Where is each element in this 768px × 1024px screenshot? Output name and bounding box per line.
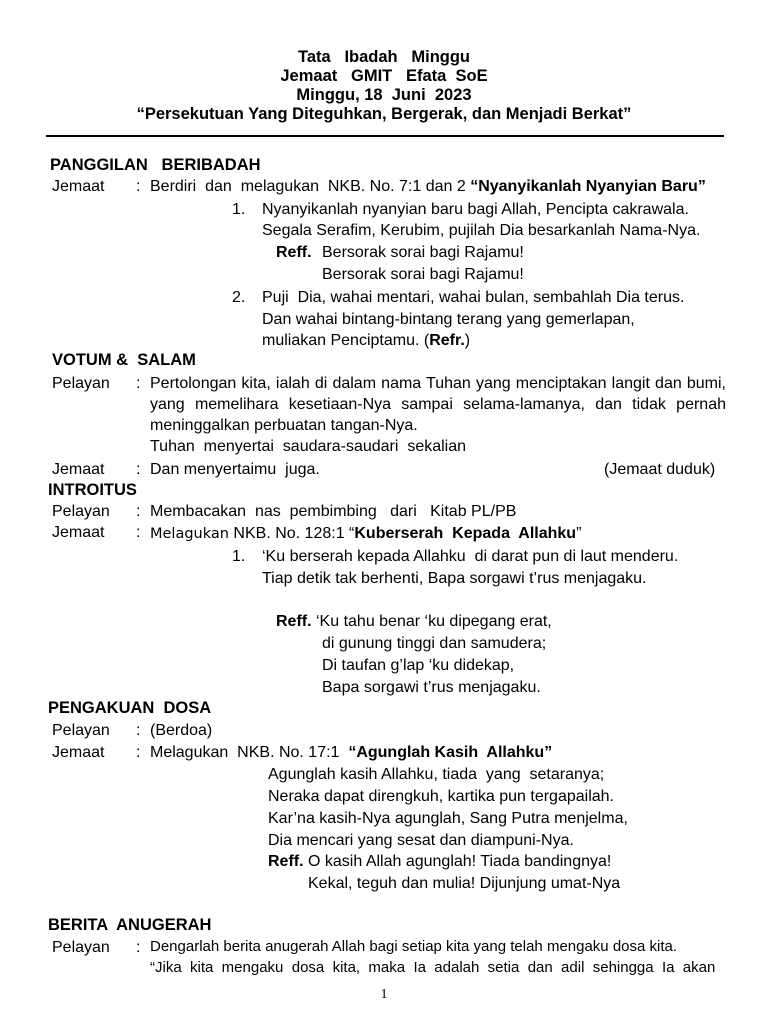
header-date: Minggu, 18 Juni 2023 bbox=[296, 86, 472, 104]
verse-line: Kar’na kasih-Nya agunglah, Sang Putra menjelma, bbox=[268, 810, 628, 827]
reff-line bbox=[268, 851, 611, 872]
verse-line: Segala Serafim, Kerubim, pujilah Dia besarkanlah Nama-Nya. bbox=[262, 222, 701, 239]
section-heading-votum: VOTUM & SALAM bbox=[52, 351, 196, 369]
verse-line: Nyanyikanlah nyanyian baru bagi Allah, Pencipta cakrawala. bbox=[262, 201, 689, 218]
instruction-line bbox=[150, 742, 552, 763]
salam-text: Tuhan menyertai saudara-saudari sekalian bbox=[150, 438, 467, 455]
instruction-line bbox=[150, 176, 706, 197]
colon: : bbox=[136, 722, 141, 739]
song-title: Kuberserah Kepada Allahku bbox=[354, 525, 577, 542]
reff-text: O kasih Allah agunglah! Tiada bandingnya! bbox=[303, 853, 612, 870]
reff-label: Reff. bbox=[276, 613, 312, 630]
verse-number: 2. bbox=[232, 289, 246, 306]
instruction-text: (Berdoa) bbox=[150, 722, 213, 739]
section-heading-panggilan: PANGGILAN BERIBADAH bbox=[50, 156, 261, 174]
song-title: “Nyanyikanlah Nyanyian Baru” bbox=[470, 178, 706, 195]
verse-text: ) bbox=[464, 332, 471, 349]
reff-line: Bersorak sorai bagi Rajamu! bbox=[322, 266, 524, 283]
role-label: Pelayan bbox=[52, 722, 110, 739]
role-label: Jemaat bbox=[52, 744, 105, 761]
instruction-line bbox=[150, 523, 581, 545]
colon: : bbox=[136, 744, 141, 761]
verse-line: Dia mencari yang sesat dan diampuni-Nya. bbox=[268, 832, 574, 849]
colon: : bbox=[136, 375, 141, 392]
header-congregation: Jemaat GMIT Efata SoE bbox=[280, 67, 488, 85]
colon: : bbox=[136, 503, 141, 520]
reff-line: Di taufan g’lap ‘ku didekap, bbox=[322, 657, 515, 674]
reff-line: ‘Ku tahu benar ‘ku dipegang erat, bbox=[316, 613, 552, 630]
verse-line: Tiap detik tak berhenti, Bapa sorgawi t’rus menjagaku. bbox=[262, 570, 647, 587]
header-title: Tata Ibadah Minggu bbox=[297, 48, 471, 66]
header-theme: “Persekutuan Yang Diteguhkan, Bergerak, dan Menjadi Berkat” bbox=[136, 105, 632, 123]
instruction-text: Melagukan bbox=[150, 526, 229, 542]
role-label: Jemaat bbox=[52, 524, 105, 541]
verse-line: Dan wahai bintang-bintang terang yang gemerlapan, bbox=[262, 311, 635, 328]
verse-line: ‘Ku berserah kepada Allahku di darat pun di laut menderu. bbox=[262, 548, 679, 565]
song-title: “Agunglah Kasih Allahku” bbox=[348, 744, 553, 761]
response-text: Dan menyertaimu juga. bbox=[150, 461, 320, 478]
verse-line bbox=[262, 330, 470, 351]
proclamation-text: Dengarlah berita anugerah Allah bagi setiap kita yang telah mengaku dosa kita. bbox=[150, 938, 678, 955]
colon: : bbox=[136, 524, 141, 541]
verse-text: muliakan Penciptamu. ( bbox=[262, 332, 430, 349]
section-heading-pengakuan: PENGAKUAN DOSA bbox=[48, 699, 212, 717]
instruction-text: Membacakan nas pembimbing dari Kitab PL/PB bbox=[150, 503, 517, 520]
colon: : bbox=[136, 461, 141, 478]
role-label: Pelayan bbox=[52, 503, 110, 520]
verse-line: Agunglah kasih Allahku, tiada yang setaranya; bbox=[268, 766, 605, 783]
rubric-note: (Jemaat duduk) bbox=[604, 461, 716, 478]
section-heading-introitus: INTROITUS bbox=[48, 481, 137, 499]
verse-line: Neraka dapat direngkuh, kartika pun tergapailah. bbox=[268, 788, 614, 805]
colon: : bbox=[136, 178, 141, 195]
header-divider bbox=[46, 135, 724, 137]
role-label: Pelayan bbox=[52, 939, 110, 956]
instruction-text: Berdiri dan melagukan NKB. No. 7:1 dan 2 bbox=[150, 178, 471, 195]
instruction-text: ” bbox=[576, 525, 582, 542]
role-label: Jemaat bbox=[52, 461, 105, 478]
section-heading-berita: BERITA ANUGERAH bbox=[48, 916, 212, 934]
instruction-text: Melagukan NKB. No. 17:1 bbox=[150, 744, 349, 761]
verse-number: 1. bbox=[232, 201, 246, 218]
reff-label: Reff. bbox=[268, 853, 304, 870]
reff-line: Bersorak sorai bagi Rajamu! bbox=[322, 244, 524, 261]
verse-line: Puji Dia, wahai mentari, wahai bulan, sembahlah Dia terus. bbox=[262, 289, 685, 306]
refrain-marker: Refr. bbox=[429, 332, 465, 349]
reff-line: Kekal, teguh dan mulia! Dijunjung umat-Nya bbox=[308, 875, 621, 892]
reff-line: Bapa sorgawi t’rus menjagaku. bbox=[322, 679, 541, 696]
reff-label: Reff. bbox=[276, 244, 312, 261]
votum-text: Pertolongan kita, ialah di dalam nama Tuhan yang menciptakan langit dan bumi, yang memelihara kesetiaan-Nya sampai selama-lamanya, dan tidak pernah meninggalkan perbuatan tangan-Nya. bbox=[150, 375, 726, 434]
instruction-text: NKB. No. 128:1 “ bbox=[228, 525, 355, 542]
colon: : bbox=[136, 939, 141, 956]
scripture-text: “Jika kita mengaku dosa kita, maka Ia adalah setia dan adil sehingga Ia akan bbox=[150, 959, 716, 976]
role-label: Jemaat bbox=[52, 178, 105, 195]
page-number: 1 bbox=[380, 987, 388, 1002]
verse-number: 1. bbox=[232, 548, 246, 565]
role-label: Pelayan bbox=[52, 375, 110, 392]
reff-line: di gunung tinggi dan samudera; bbox=[322, 635, 547, 652]
document-header bbox=[0, 48, 768, 124]
